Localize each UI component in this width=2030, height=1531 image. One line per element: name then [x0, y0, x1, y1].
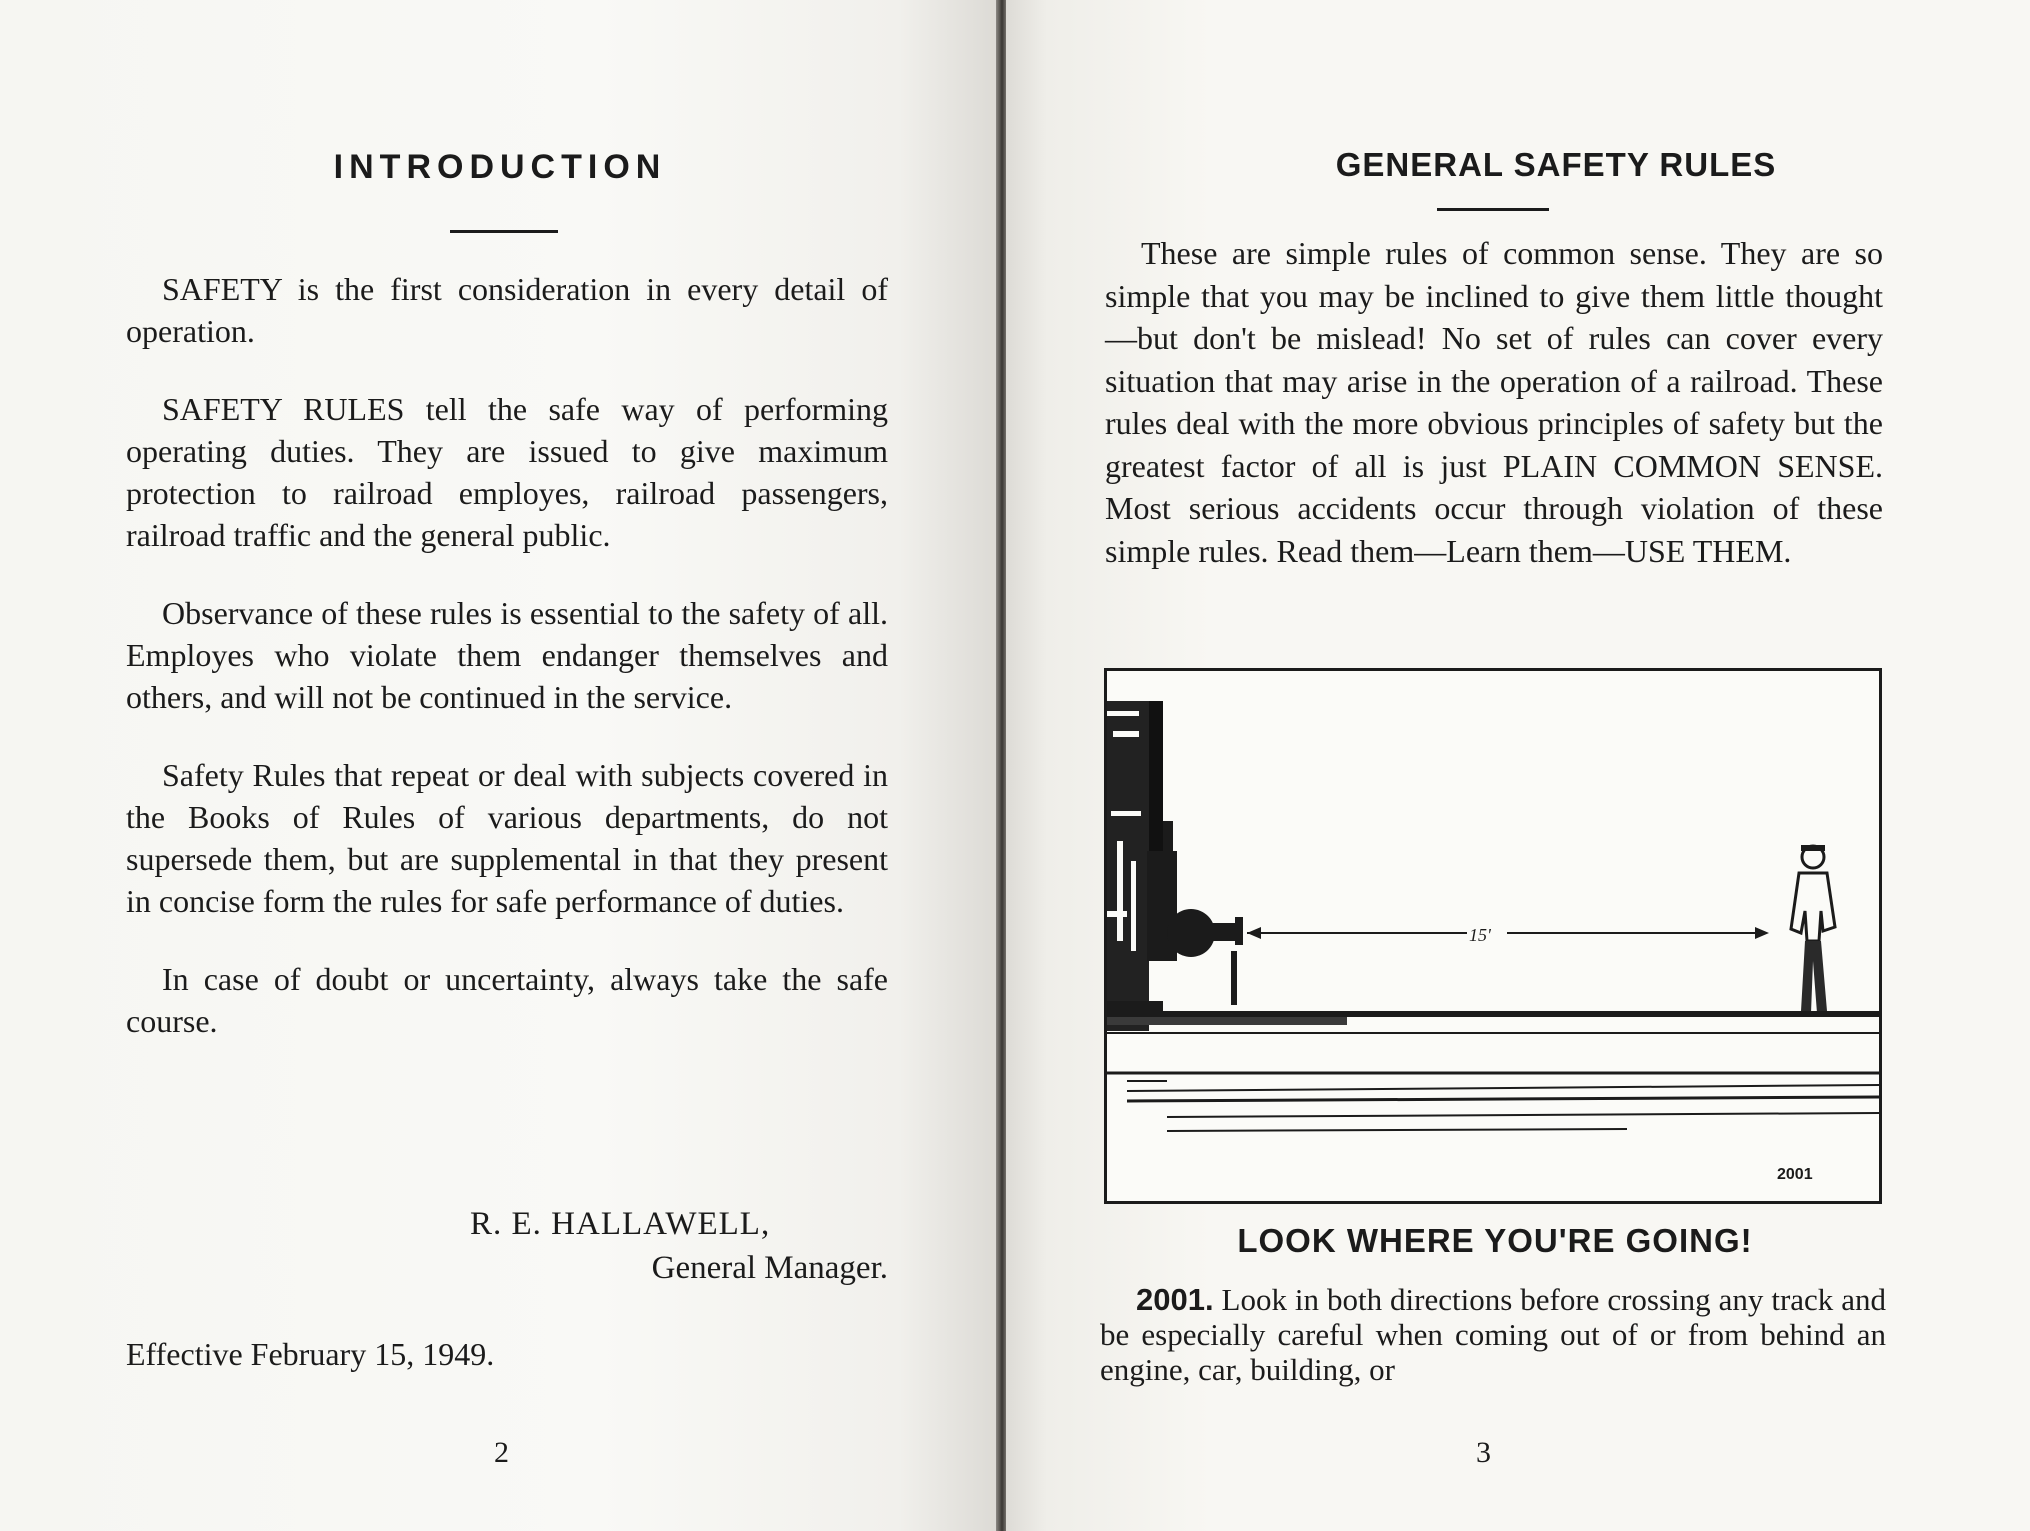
- illustration-drawing: [1107, 671, 1879, 1201]
- railcar-drawing: [1107, 701, 1243, 1031]
- signature-name: R. E. HALLAWELL,: [470, 1206, 771, 1242]
- introduction-body: [126, 268, 888, 1078]
- figure-number: 2001: [1777, 1166, 1813, 1183]
- signature-title: General Manager.: [651, 1250, 888, 1286]
- page-title: INTRODUCTION: [333, 148, 667, 186]
- left-page: [0, 0, 998, 1531]
- distance-label: 15': [1469, 925, 1491, 945]
- effective-date: Effective February 15, 1949.: [126, 1336, 495, 1372]
- paragraph: Observance of these rules is essential to the safety of all. Employes who violate them endanger themselves and others, and will not be continued in the service.: [126, 595, 888, 715]
- rule-2001: [1100, 1282, 1886, 1387]
- walking-man-drawing: [1791, 845, 1835, 1017]
- rule-body: Look in both directions before crossing any track and be especially careful when coming out of or from behind an engine, car, building, or: [1100, 1282, 1886, 1387]
- paragraph: In case of doubt or uncertainty, always take the safe course.: [126, 961, 888, 1039]
- heading-divider: [450, 230, 558, 233]
- heading-divider: [1437, 208, 1549, 211]
- right-page: [1006, 0, 2030, 1531]
- distance-arrow: [1247, 927, 1769, 939]
- track-illustration: [1104, 668, 1882, 1204]
- paragraph: These are simple rules of common sense. They are so simple that you may be inclined to give them little thought—but don't be mislead! No set of rules can cover every situation that may arise in the operation of a railroad. These rules deal with the more obvious principles of safety but the greatest factor of all is just PLAIN COMMON SENSE. Most serious accidents occur through violation of these simple rules. Read them—Learn them—USE THEM.: [1105, 235, 1883, 569]
- paragraph: Safety Rules that repeat or deal with subjects covered in the Books of Rules of various departments, do not supersede them, but are supplemental in that they present in concise form the rules for safe performance of duties.: [126, 757, 888, 919]
- page-number: 2: [494, 1436, 509, 1469]
- rule-caption: LOOK WHERE YOU'RE GOING!: [1237, 1222, 1753, 1259]
- section-title: GENERAL SAFETY RULES: [1335, 146, 1777, 183]
- paragraph: SAFETY is the first consideration in every detail of operation.: [126, 271, 888, 349]
- paragraph: SAFETY RULES tell the safe way of performing operating duties. They are issued to give maximum protection to railroad employes, railroad passengers, railroad traffic and the general public.: [126, 391, 888, 553]
- track-rails: [1107, 1011, 1879, 1131]
- page-number: 3: [1476, 1436, 1491, 1469]
- safety-intro: [1105, 232, 1883, 572]
- rule-number: 2001.: [1136, 1282, 1214, 1317]
